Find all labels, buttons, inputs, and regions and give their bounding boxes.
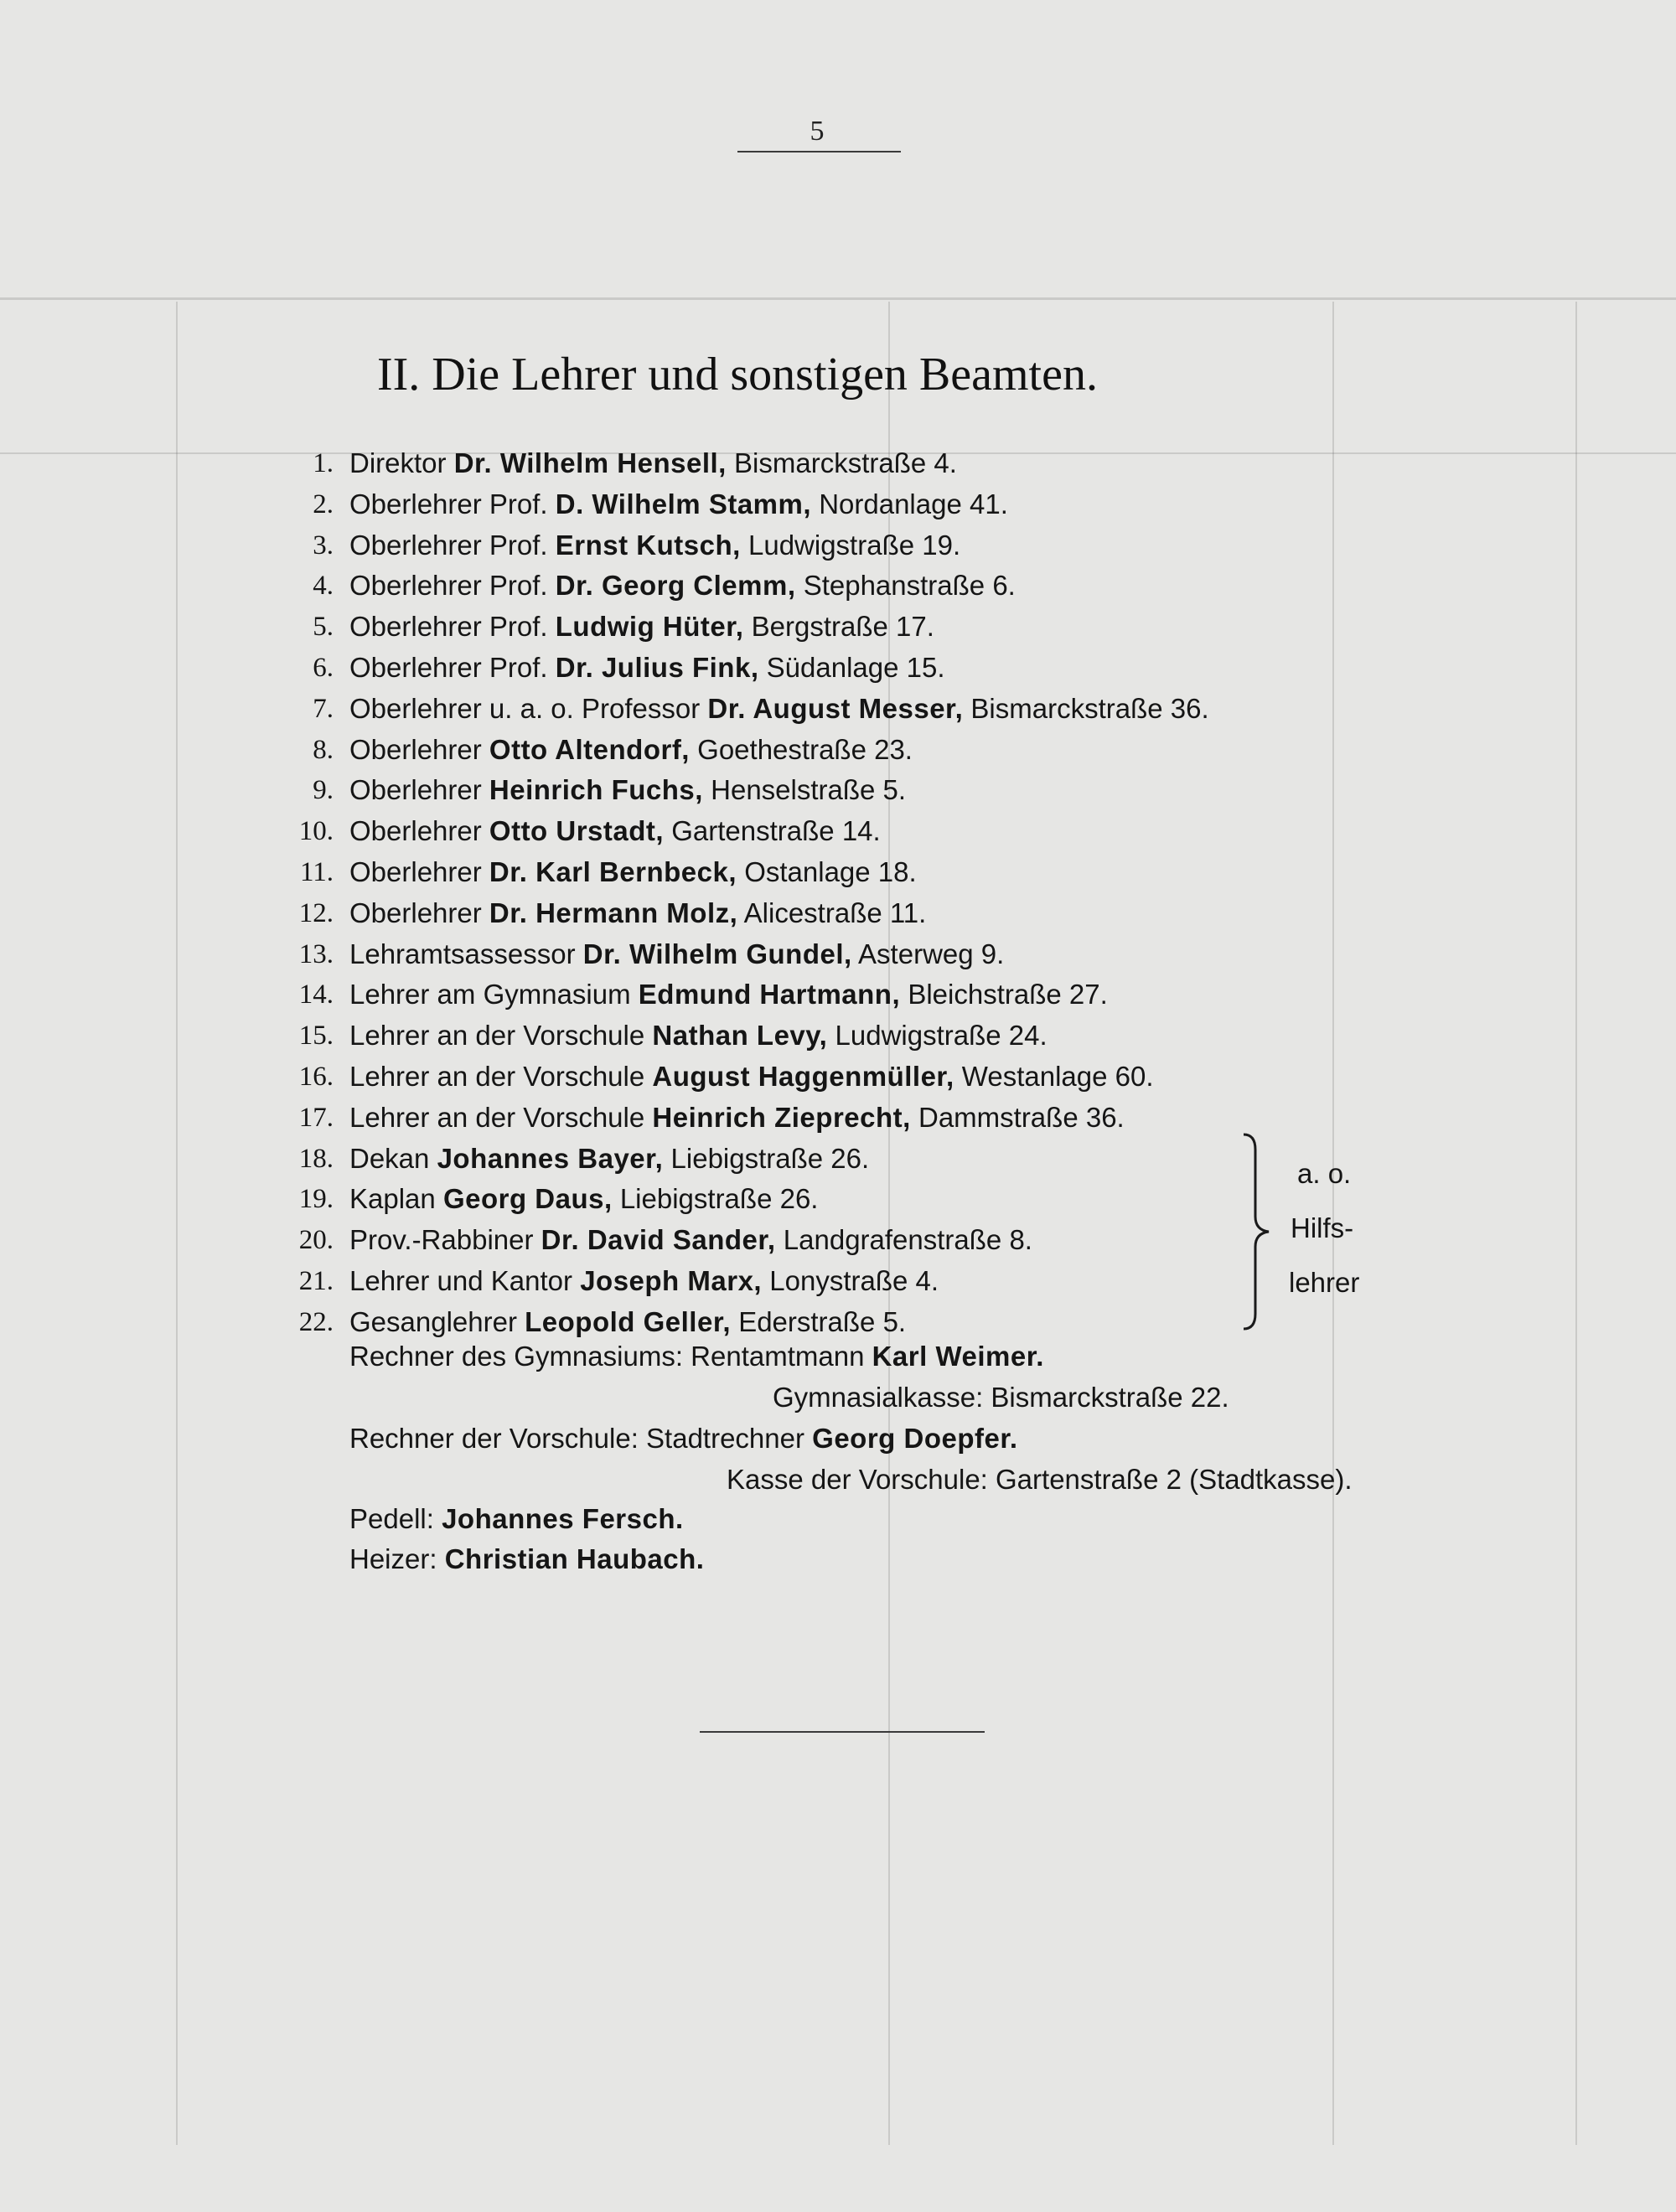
- staff-entry: [349, 935, 1004, 974]
- staff-entry: [349, 1303, 906, 1341]
- staff-address: Bismarckstraße 4.: [734, 447, 957, 478]
- staff-address: Gartenstraße 14.: [671, 815, 881, 847]
- staff-number: 9.: [313, 775, 334, 806]
- staff-number: 15.: [298, 1021, 334, 1052]
- staff-role: Lehrer am Gymnasium: [349, 979, 631, 1010]
- staff-role: Dekan: [349, 1142, 430, 1174]
- rechner-gym-role: Rentamtmann: [691, 1341, 865, 1372]
- pedell-name: Johannes Fersch.: [442, 1503, 684, 1534]
- staff-role: Oberlehrer: [349, 815, 482, 847]
- staff-role: Oberlehrer Prof.: [349, 488, 548, 519]
- staff-address: Südanlage 15.: [766, 652, 945, 683]
- staff-entry: [349, 1140, 869, 1178]
- aux-note-line3: lehrer: [1289, 1267, 1360, 1298]
- staff-role: Oberlehrer: [349, 897, 482, 928]
- staff-number: 20.: [298, 1225, 334, 1256]
- staff-role: Lehrer und Kantor: [349, 1265, 573, 1296]
- staff-number: 17.: [298, 1102, 334, 1133]
- staff-entry: [349, 526, 960, 565]
- staff-address: Dammstraße 36.: [918, 1101, 1125, 1133]
- staff-number: 8.: [313, 734, 334, 765]
- heizer-label: Heizer:: [349, 1543, 437, 1574]
- staff-number: 2.: [313, 488, 334, 519]
- staff-address: Henselstraße 5.: [711, 774, 907, 806]
- staff-entry: [349, 1221, 1032, 1259]
- brace-icon: [1240, 1133, 1274, 1331]
- staff-role: Lehramtsassessor: [349, 938, 576, 969]
- staff-name: Dr. August Messer,: [707, 692, 964, 724]
- staff-entry: [349, 812, 881, 850]
- staff-number: 22.: [298, 1306, 334, 1337]
- staff-name: Ernst Kutsch,: [555, 529, 741, 561]
- staff-address: Ludwigstraße 19.: [747, 529, 961, 561]
- staff-name: Heinrich Zieprecht,: [652, 1101, 911, 1133]
- staff-name: Otto Altendorf,: [489, 733, 690, 765]
- staff-name: D. Wilhelm Stamm,: [555, 488, 812, 519]
- staff-name: Georg Daus,: [442, 1183, 613, 1215]
- staff-role: Lehrer an der Vorschule: [349, 1020, 645, 1052]
- staff-address: Lonystraße 4.: [769, 1265, 939, 1296]
- staff-number: 10.: [298, 816, 334, 847]
- staff-number: 7.: [313, 693, 334, 724]
- staff-address: Stephanstraße 6.: [803, 570, 1016, 602]
- staff-role: Prov.-Rabbiner: [349, 1224, 534, 1256]
- staff-address: Asterweg 9.: [858, 938, 1005, 969]
- staff-role: Oberlehrer: [349, 856, 482, 887]
- staff-role: Oberlehrer Prof.: [349, 570, 548, 602]
- section-heading: II. Die Lehrer und sonstigen Beamten.: [377, 349, 1098, 401]
- staff-entry: [349, 444, 957, 483]
- staff-address: Westanlage 60.: [961, 1061, 1154, 1092]
- staff-role: Kaplan: [349, 1183, 436, 1215]
- rechner-vorschule: [349, 1419, 1018, 1458]
- staff-name: Joseph Marx,: [580, 1265, 763, 1296]
- staff-entry: [349, 485, 1008, 524]
- staff-address: Liebigstraße 26.: [619, 1183, 819, 1215]
- staff-name: Dr. Hermann Molz,: [489, 897, 738, 928]
- staff-name: Dr. Julius Fink,: [555, 652, 759, 683]
- staff-entry: [349, 1016, 1048, 1055]
- staff-address: Ludwigstraße 24.: [835, 1020, 1048, 1052]
- staff-entry: [349, 1180, 818, 1218]
- staff-name: Leopold Geller,: [525, 1305, 732, 1337]
- rechner-vor-role: Stadtrechner: [646, 1423, 804, 1454]
- staff-name: Johannes Bayer,: [437, 1142, 664, 1174]
- staff-name: Ludwig Hüter,: [555, 611, 744, 643]
- staff-number: 13.: [298, 938, 334, 969]
- staff-number: 1.: [313, 448, 334, 478]
- staff-number: 11.: [299, 857, 334, 887]
- staff-number: 3.: [313, 530, 334, 561]
- staff-address: Ostanlage 18.: [744, 856, 917, 887]
- staff-number: 18.: [298, 1143, 334, 1174]
- pedell-label: Pedell:: [349, 1503, 434, 1534]
- staff-entry: [349, 894, 926, 933]
- top-rule: [737, 151, 901, 152]
- staff-name: August Haggenmüller,: [652, 1061, 954, 1092]
- staff-number: 16.: [298, 1062, 334, 1092]
- staff-name: Dr. Wilhelm Gundel,: [582, 938, 852, 969]
- staff-entry: [349, 566, 1016, 605]
- staff-address: Bleichstraße 27.: [908, 979, 1108, 1010]
- staff-entry: [349, 1057, 1154, 1096]
- gymnasialkasse: Gymnasialkasse: Bismarckstraße 22.: [773, 1382, 1229, 1413]
- staff-role: Oberlehrer: [349, 733, 482, 765]
- staff-address: Bergstraße 17.: [751, 611, 934, 643]
- staff-address: Liebigstraße 26.: [670, 1142, 870, 1174]
- pedell-row: [349, 1500, 684, 1538]
- aux-note-line2: Hilfs-: [1291, 1212, 1354, 1243]
- staff-role: Lehrer an der Vorschule: [349, 1061, 645, 1092]
- staff-address: Bismarckstraße 36.: [970, 692, 1209, 724]
- staff-entry: [349, 975, 1108, 1014]
- rechner-vor-label: Rechner der Vorschule:: [349, 1423, 639, 1454]
- staff-entry: [349, 649, 945, 687]
- staff-address: Nordanlage 41.: [819, 488, 1008, 519]
- staff-number: 19.: [298, 1184, 334, 1215]
- staff-role: Gesanglehrer: [349, 1305, 517, 1337]
- staff-role: Direktor: [349, 447, 447, 478]
- staff-address: Goethestraße 23.: [697, 733, 913, 765]
- vorschulkasse: Kasse der Vorschule: Gartenstraße 2 (Stadtkasse).: [727, 1464, 1353, 1495]
- staff-role: Oberlehrer u. a. o. Professor: [349, 692, 701, 724]
- staff-entry: [349, 690, 1209, 728]
- staff-role: Oberlehrer Prof.: [349, 529, 548, 561]
- staff-entry: [349, 771, 906, 809]
- staff-address: Landgrafenstraße 8.: [783, 1224, 1032, 1256]
- bleed-through-rule: [0, 297, 1676, 300]
- staff-address: Ederstraße 5.: [738, 1305, 907, 1337]
- staff-role: Lehrer an der Vorschule: [349, 1101, 645, 1133]
- staff-number: 12.: [298, 897, 334, 928]
- staff-role: Oberlehrer: [349, 774, 482, 806]
- staff-role: Oberlehrer Prof.: [349, 652, 548, 683]
- bottom-rule: [700, 1731, 985, 1733]
- staff-role: Oberlehrer Prof.: [349, 611, 548, 643]
- rechner-gym-label: Rechner des Gymnasiums:: [349, 1341, 683, 1372]
- staff-address: Alicestraße 11.: [743, 897, 927, 928]
- staff-entry: [349, 853, 917, 892]
- aux-note-line1: a. o.: [1297, 1158, 1352, 1189]
- staff-entry: [349, 1262, 939, 1300]
- staff-number: 5.: [313, 612, 334, 643]
- rechner-gym-name: Karl Weimer.: [872, 1341, 1044, 1372]
- staff-name: Dr. Wilhelm Hensell,: [453, 447, 727, 478]
- staff-number: 21.: [298, 1266, 334, 1296]
- heizer-name: Christian Haubach.: [444, 1543, 705, 1574]
- staff-name: Nathan Levy,: [652, 1020, 828, 1052]
- staff-number: 6.: [313, 653, 334, 683]
- staff-name: Edmund Hartmann,: [638, 979, 901, 1010]
- staff-name: Dr. Georg Clemm,: [555, 570, 796, 602]
- staff-entry: [349, 731, 913, 769]
- staff-number: 14.: [298, 979, 334, 1010]
- rechner-gymnasium: [349, 1337, 1044, 1376]
- staff-entry: [349, 1098, 1125, 1137]
- rechner-vor-name: Georg Doepfer.: [812, 1423, 1018, 1454]
- staff-name: Otto Urstadt,: [489, 815, 665, 847]
- bleed-through-column: [176, 302, 178, 2145]
- staff-name: Dr. Karl Bernbeck,: [489, 856, 737, 887]
- page-number: 5: [810, 116, 825, 147]
- staff-number: 4.: [313, 571, 334, 602]
- bleed-through-column: [1575, 302, 1577, 2145]
- heizer-row: [349, 1540, 704, 1579]
- staff-entry: [349, 607, 934, 646]
- staff-name: Heinrich Fuchs,: [489, 774, 703, 806]
- staff-name: Dr. David Sander,: [541, 1224, 776, 1256]
